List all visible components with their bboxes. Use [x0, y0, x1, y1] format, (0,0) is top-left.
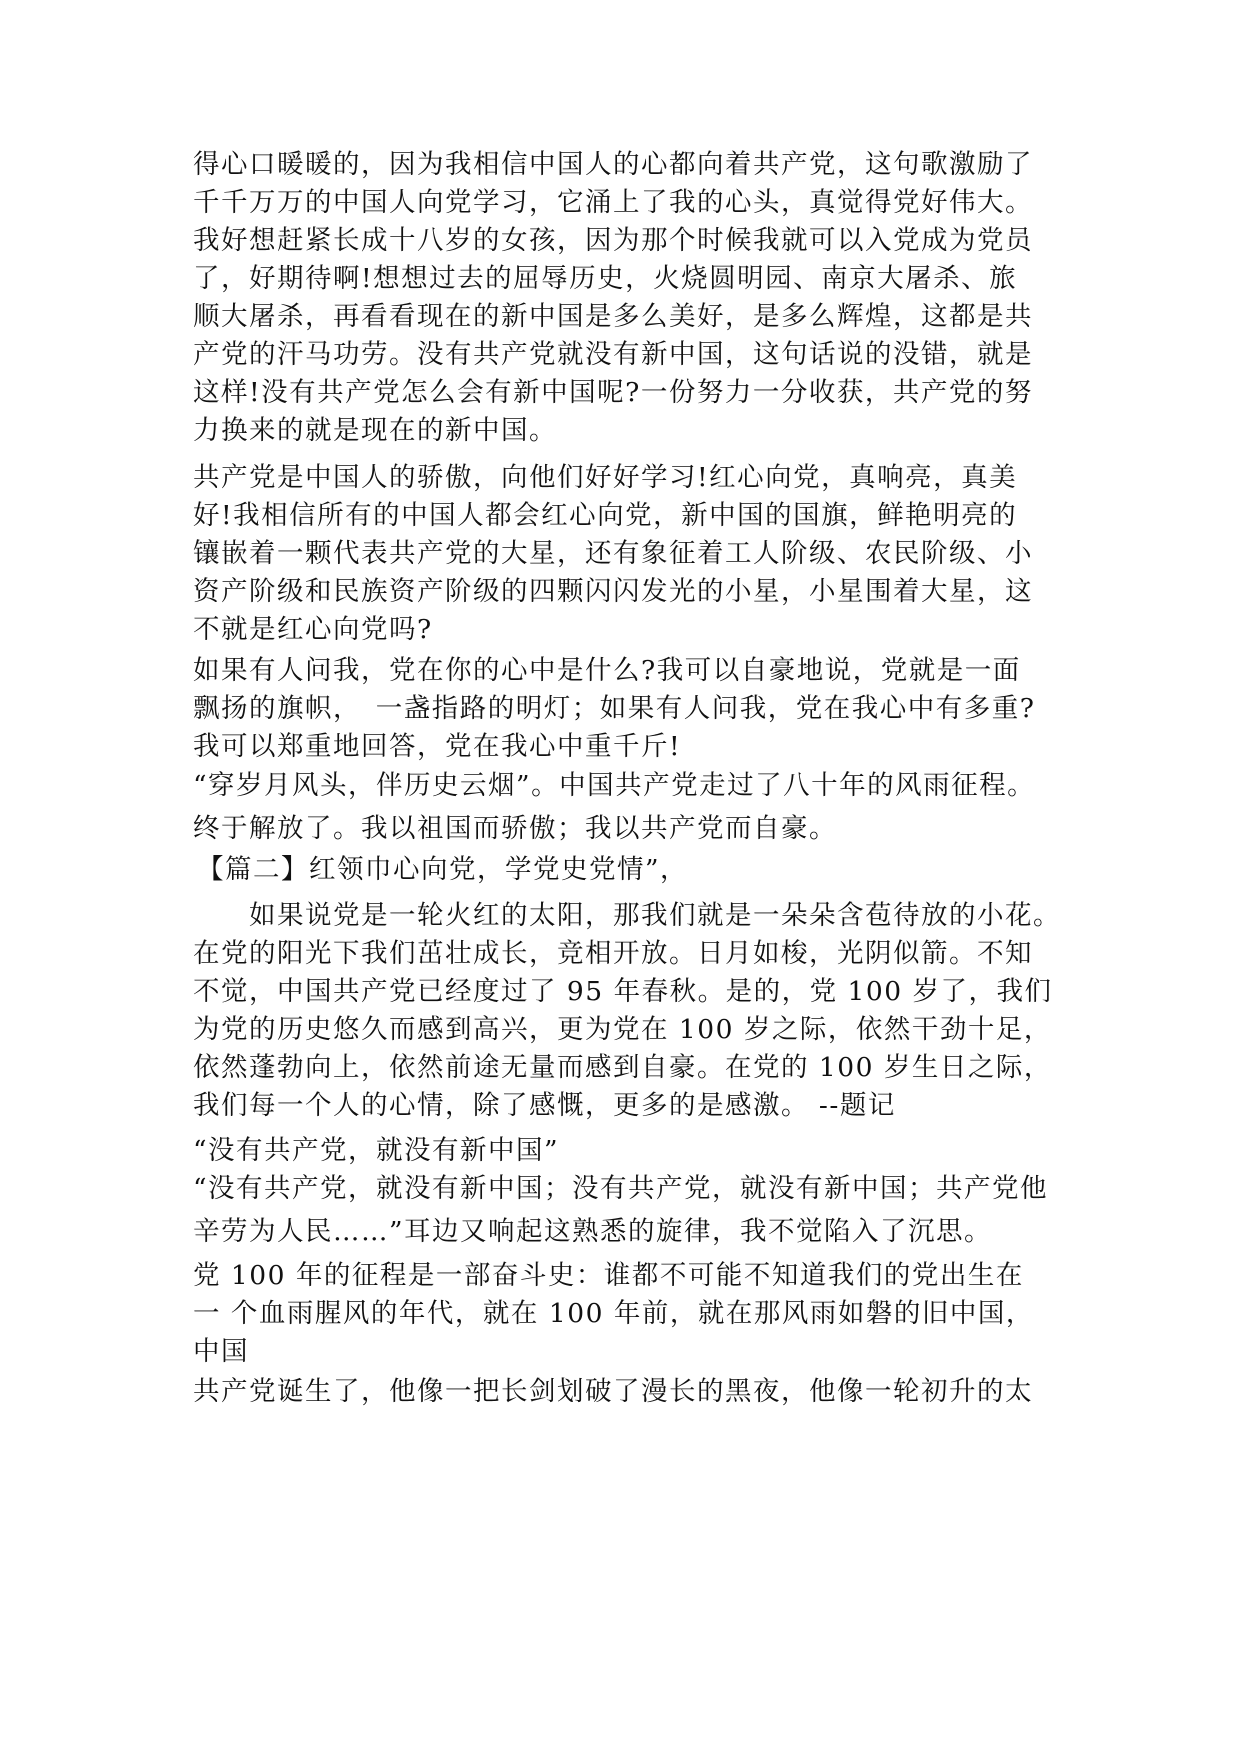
text-line: 共产党是中国人的骄傲，向他们好好学习!红心向党，真响亮，真美	[193, 462, 1018, 493]
text-line: 辛劳为人民……”耳边又响起这熟悉的旋律，我不觉陷入了沉思。	[193, 1216, 993, 1247]
text-line: 这样!没有共产党怎么会有新中国呢?一份努力一分收获，共产党的努	[193, 377, 1033, 408]
text-line: 不觉，中国共产党已经度过了 95 年春秋。是的，党 100 岁了，我们	[193, 976, 1053, 1007]
text-line: 镶嵌着一颗代表共产党的大星，还有象征着工人阶级、农民阶级、小	[193, 538, 1033, 569]
text-line: 如果有人问我，党在你的心中是什么?我可以自豪地说，党就是一面	[193, 655, 1021, 686]
text-line: 了，好期待啊!想想过去的屈辱历史，火烧圆明园、南京大屠杀、旅	[193, 263, 1018, 294]
text-line: 好!我相信所有的中国人都会红心向党，新中国的国旗，鲜艳明亮的	[193, 500, 1018, 531]
text-line: “没有共产党，就没有新中国；没有共产党，就没有新中国；共产党他	[193, 1173, 1049, 1204]
text-line: “没有共产党，就没有新中国”	[193, 1135, 560, 1166]
text-line: 共产党诞生了，他像一把长剑划破了漫长的黑夜，他像一轮初升的太	[193, 1376, 1033, 1407]
text-line: 依然蓬勃向上，依然前途无量而感到自豪。在党的 100 岁生日之际，	[193, 1052, 1052, 1083]
text-line: 终于解放了。我以祖国而骄傲；我以共产党而自豪。	[193, 813, 837, 844]
text-line: 我可以郑重地回答，党在我心中重千斤!	[193, 731, 682, 762]
text-line: 力换来的就是现在的新中国。	[193, 415, 557, 446]
text-line: 得心口暖暖的，因为我相信中国人的心都向着共产党，这句歌激励了	[193, 149, 1033, 180]
text-line: 在党的阳光下我们茁壮成长，竞相开放。日月如梭，光阴似箭。不知	[193, 938, 1033, 969]
text-line: 不就是红心向党吗?	[193, 614, 433, 645]
text-line: 飘扬的旗帜， 一盏指路的明灯；如果有人问我，党在我心中有多重?	[193, 693, 1036, 724]
section-heading: 【篇二】红领巾心向党，学党史党情”，	[197, 854, 689, 885]
text-line: “穿岁月风头，伴历史云烟”。中国共产党走过了八十年的风雨征程。	[193, 770, 1036, 801]
text-line: 我好想赶紧长成十八岁的女孩，因为那个时候我就可以入党成为党员	[193, 225, 1033, 256]
text-line: 中国	[193, 1336, 249, 1367]
text-line: 顺大屠杀，再看看现在的新中国是多么美好，是多么辉煌，这都是共	[193, 301, 1033, 332]
text-line: 我们每一个人的心情，除了感慨，更多的是感激。 --题记	[193, 1090, 896, 1121]
text-line: 千千万万的中国人向党学习，它涌上了我的心头，真觉得党好伟大。	[193, 187, 1033, 218]
text-line: 为党的历史悠久而感到高兴，更为党在 100 岁之际，依然干劲十足，	[193, 1014, 1052, 1045]
text-line: 如果说党是一轮火红的太阳，那我们就是一朵朵含苞待放的小花。	[193, 900, 1061, 931]
text-line: 资产阶级和民族资产阶级的四颗闪闪发光的小星，小星围着大星，这	[193, 576, 1033, 607]
text-line: 党 100 年的征程是一部奋斗史：谁都不可能不知道我们的党出生在	[193, 1260, 1024, 1291]
text-line: 产党的汗马功劳。没有共产党就没有新中国，这句话说的没错，就是	[193, 339, 1033, 370]
text-line: 一 个血雨腥风的年代，就在 100 年前，就在那风雨如磐的旧中国，	[193, 1298, 1034, 1329]
